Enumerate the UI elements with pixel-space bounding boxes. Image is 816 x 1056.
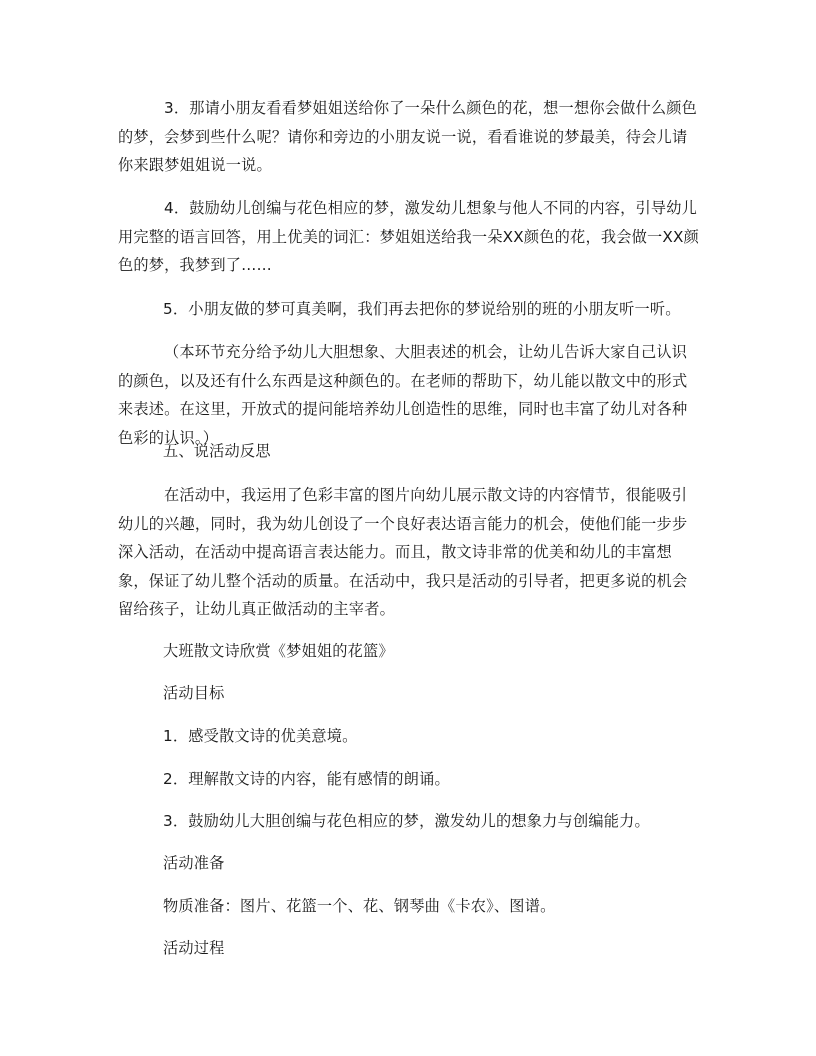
lesson-title: 大班散文诗欣赏《梦姐姐的花篮》 [163, 642, 394, 660]
material-preparation: 物质准备：图片、花篮一个、花、钢琴曲《卡农》、图谱。 [163, 897, 556, 915]
objective-2: 2．理解散文诗的内容，能有感情的朗诵。 [163, 770, 450, 788]
objective-1: 1．感受散文诗的优美意境。 [163, 727, 358, 745]
paragraph-note: （本环节充分给予幼儿大胆想象、大胆表述的机会，让幼儿告诉大家自己认识的颜色，以及还有什么东西是这种颜色的。在老师的帮助下，幼儿能以散文中的形式来表述。在这里，开放式的提问能培养幼儿创造性的思维，同时也丰富了幼儿对各种色彩的认识。） [118, 343, 688, 447]
paragraph-step-3: 3．那请小朋友看看梦姐姐送给你了一朵什么颜色的花，想一想你会做什么颜色的梦，会梦到些什么呢？请你和旁边的小朋友说一说，看看谁说的梦最美，待会儿请你来跟梦姐姐说一说。 [118, 99, 698, 175]
paragraph-step-5: 5．小朋友做的梦可真美啊，我们再去把你的梦说给别的班的小朋友听一听。 [163, 300, 681, 318]
paragraph-reflection: 在活动中，我运用了色彩丰富的图片向幼儿展示散文诗的内容情节，很能吸引幼儿的兴趣，同时，我为幼儿创设了一个良好表达语言能力的机会，使他们能一步步深入活动，在活动中提高语言表达能力。而且，散文诗非常的优美和幼儿的丰富想象，保证了幼儿整个活动的质量。在活动中，我只是活动的引导者，把更多说的机会留给孩子，让幼儿真正做活动的主宰者。 [118, 486, 688, 619]
objective-3: 3．鼓励幼儿大胆创编与花色相应的梦，激发幼儿的想象力与创编能力。 [163, 812, 650, 830]
heading-preparation: 活动准备 [163, 854, 225, 872]
heading-objectives: 活动目标 [163, 684, 225, 702]
section-heading-reflection: 五、说活动反思 [163, 442, 271, 460]
paragraph-step-4: 4．鼓励幼儿创编与花色相应的梦，激发幼儿想象与他人不同的内容，引导幼儿用完整的语言回答，用上优美的词汇：梦姐姐送给我一朵XX颜色的花，我会做一XX颜色的梦，我梦到了…… [118, 199, 699, 275]
heading-process: 活动过程 [163, 939, 225, 957]
